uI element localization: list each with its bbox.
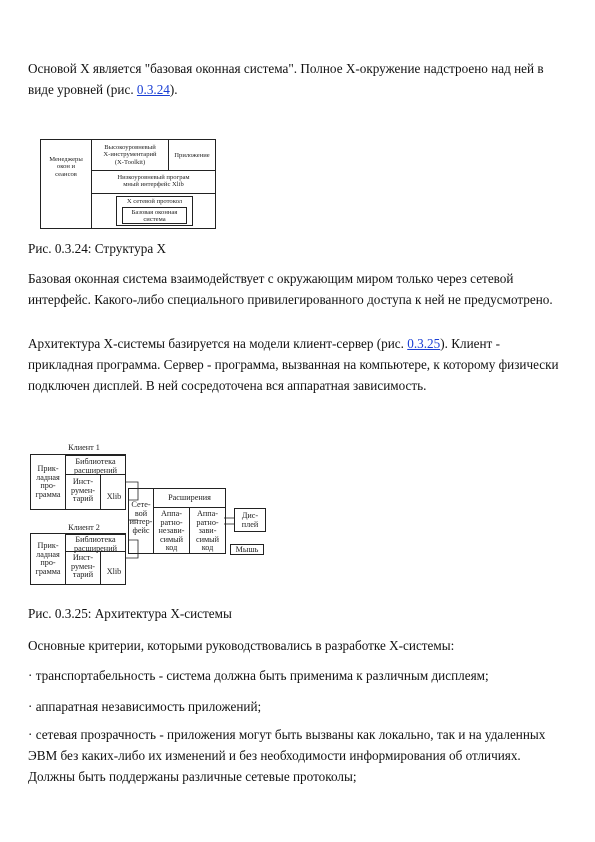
client2-extlibs: Библиотека расширений — [65, 534, 126, 552]
bullet-portability: · транспортабельность - система должна быть применима к различным дисплеям; — [28, 668, 489, 683]
hw-independent-box: Аппа- ратно- незави- симый код — [153, 507, 190, 554]
figure-caption-0-3-24: Рис. 0.3.24: Структура X — [28, 241, 167, 256]
network-interface-label: Сете- вой интер- фейс — [129, 500, 153, 535]
architecture-tail: ). Клиент - прикладная программа. Сервер - программа, вызванная на компьютере, к которому физически подключен дисплей. В ней сосредоточена вся аппаратная зависимость. — [28, 336, 559, 393]
client1-title: Клиент 1 — [68, 443, 100, 452]
extensions-box: Расширения — [153, 488, 226, 508]
server-box — [128, 488, 226, 554]
bullet-network-transparency: · сетевая прозрачность - приложения могут быть вызваны как локально, так и на удаленных ЭВМ без каких-либо их изменений и без необходимости информирования об отличиях. Должны быть поддержаны различные сетевые протоколы; — [28, 727, 546, 784]
window-managers-box — [40, 139, 92, 229]
base-window-box — [122, 207, 187, 224]
client1-toolkit: Инст- румен- тарий — [65, 474, 101, 510]
client1-extlibs: Библиотека расширений — [65, 455, 126, 475]
figure-x-architecture — [30, 444, 270, 584]
paragraph-base-window: Базовая оконная система взаимодействует с окружающим миром только через сетевой интерфейс. Какого-либо специального привилегированного доступа к ней не предусмотрено. — [28, 271, 553, 307]
client2-title: Клиент 2 — [68, 523, 100, 532]
xlib-box — [91, 170, 216, 194]
window-managers-label: Менеджеры окон и сеансов — [49, 156, 83, 178]
client2-xlib: Xlib — [106, 567, 122, 576]
bullet-hardware-independence: · аппаратная независимость приложений; — [28, 699, 262, 714]
client1-app: Прик- ладная про- грамма — [35, 464, 61, 499]
figure-link-0-3-25[interactable]: 0.3.25 — [407, 336, 441, 351]
xlib-label: Низкоуровневый програм мный интерфейс Xlib — [117, 174, 190, 189]
toolkit-label: Высокоуровневый X-инструментарий (X-Toolkit) — [103, 144, 157, 166]
intro-text: Основой X является "базовая оконная система". Полное X-окружение надстроено над ней в виде уровней (рис. — [28, 61, 544, 97]
client1-xlib: Xlib — [106, 492, 122, 501]
hw-dependent-box: Аппа- ратно- зави- симый код — [189, 507, 226, 554]
protocol-region — [91, 193, 216, 229]
applications-box — [168, 139, 216, 171]
protocol-label: X сетевой протокол — [126, 198, 183, 205]
architecture-text: Архитектура X-системы базируется на модели клиент-сервер (рис. — [28, 336, 408, 351]
toolkit-box — [91, 139, 169, 171]
base-window-label: Базовая оконная система — [131, 209, 178, 224]
protocol-box — [116, 196, 193, 226]
paragraph-criteria: Основные критерии, которыми руководствовались в разработке X-системы: — [28, 638, 455, 653]
applications-label: Приложение — [174, 152, 210, 159]
intro-tail: ). — [169, 82, 178, 97]
paragraph-architecture — [28, 333, 568, 396]
figure-caption-0-3-25: Рис. 0.3.25: Архитектура X-системы — [28, 606, 232, 621]
client2-app: Прик- ладная про- грамма — [35, 541, 61, 576]
figure-x-structure — [40, 139, 216, 229]
display-box: Дис- плей — [234, 508, 266, 532]
figure-link-0-3-24[interactable]: 0.3.24 — [136, 82, 170, 97]
mouse-box: Мышь — [230, 544, 264, 555]
client2-toolkit: Инст- румен- тарий — [65, 551, 101, 585]
intro-paragraph — [28, 58, 568, 100]
